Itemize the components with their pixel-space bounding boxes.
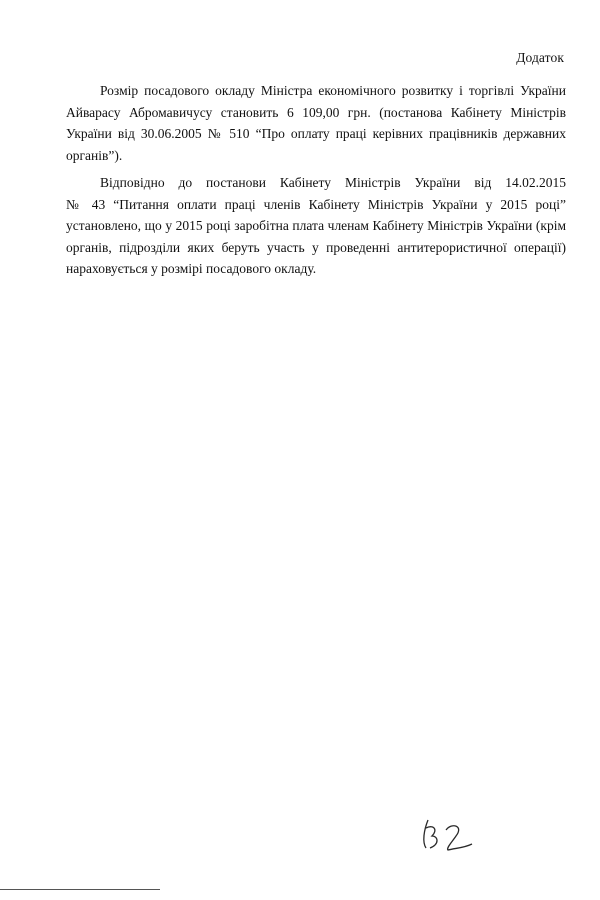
text-line: органів”). <box>66 147 123 163</box>
text-line: України від 30.06.2005 № 510 “Про оплату праці керівних працівників державних <box>66 126 566 141</box>
document-body <box>66 80 566 286</box>
text-line: Розмір посадового окладу Міністра економічного розвитку і торгівлі України <box>100 83 566 98</box>
paragraph-salary <box>66 80 566 166</box>
text-line: Відповідно до постанови Кабінету Міністрів України від 14.02.2015 <box>100 175 566 190</box>
text-line: органів, підрозділи яких беруть участь у проведенні антитерористичної операції) <box>66 239 566 255</box>
handwritten-signature <box>418 808 478 858</box>
appendix-label: Додаток <box>516 50 564 65</box>
text-line: Айварасу Абромавичусу становить 6 109,00 грн. (постанова Кабінету Міністрів <box>66 104 566 120</box>
bottom-divider <box>0 889 160 890</box>
paragraph-resolution <box>66 172 566 280</box>
text-line: нараховується у розмірі посадового окладу. <box>66 261 317 276</box>
text-line: № 43 “Питання оплати праці членів Кабінету Міністрів України у 2015 році” <box>66 196 566 212</box>
text-line: установлено, що у 2015 році заробітна плата членам Кабінету Міністрів України (крім <box>66 218 566 233</box>
